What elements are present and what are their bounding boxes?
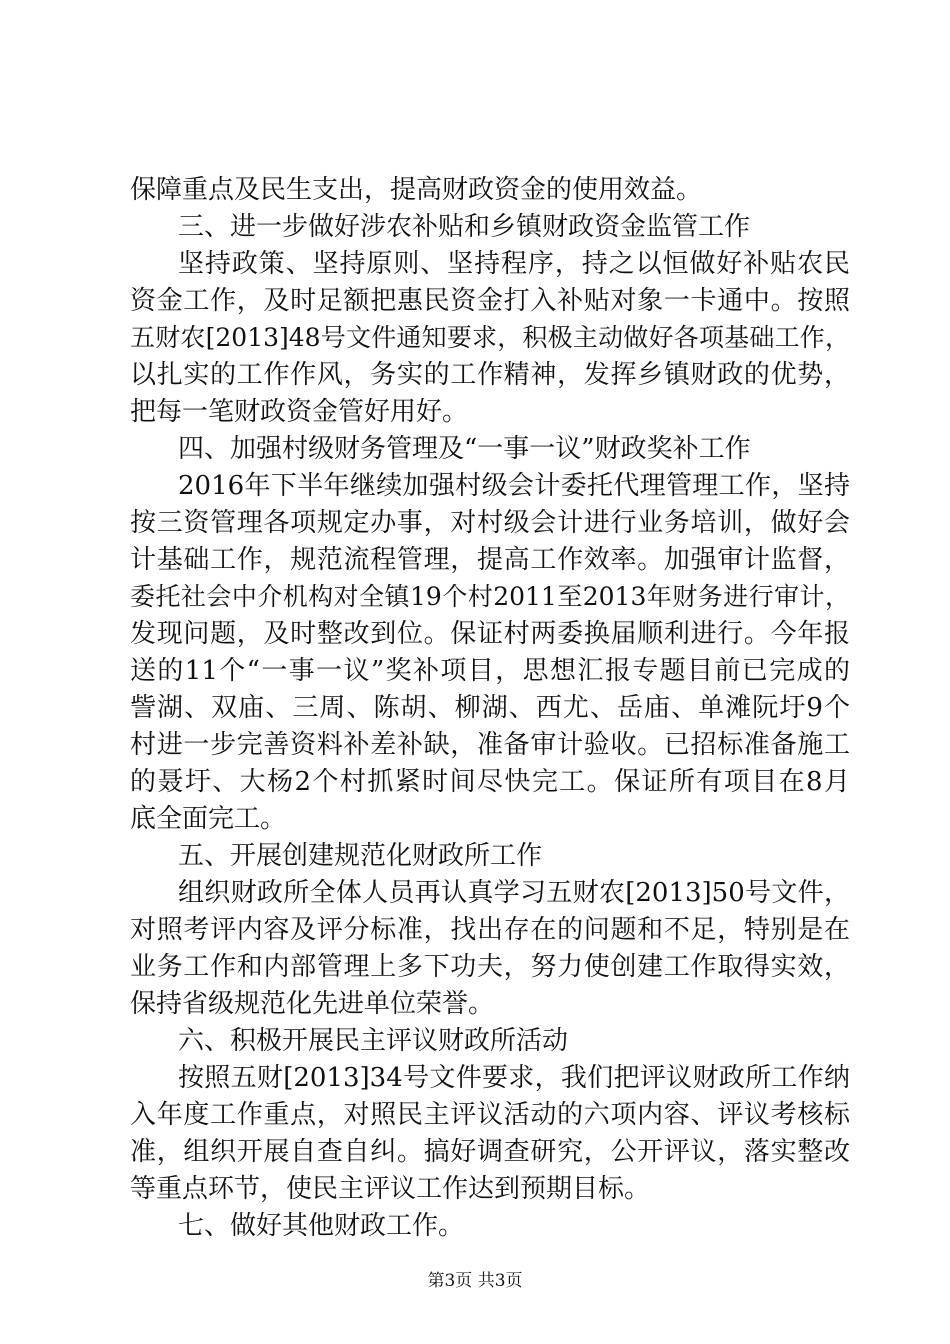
paragraph-line: 等重点环节，使民主评议工作达到预期目标。 — [130, 1174, 651, 1204]
paragraph-line: 按三资管理各项规定办事，对村级会计进行业务培训，做好会 — [130, 508, 850, 538]
paragraph-line: 保持省级规范化先进单位荣誉。 — [130, 989, 495, 1019]
paragraph-line: 送的11个“一事一议”奖补项目，思想汇报专题目前已完成的 — [130, 656, 850, 686]
section-heading-7: 七、做好其他财政工作。 — [178, 1211, 465, 1241]
paragraph-line: 组织财政所全体人员再认真学习五财农[2013]50号文件， — [178, 878, 850, 908]
section-heading-6: 六、积极开展民主评议财政所活动 — [178, 1026, 569, 1056]
paragraph-line: 发现问题，及时整改到位。保证村两委换届顺利进行。今年报 — [130, 619, 850, 649]
paragraph-line: 准，组织开展自查自纠。搞好调查研究，公开评议，落实整改 — [130, 1137, 850, 1167]
paragraph-line: 訾湖、双庙、三周、陈胡、柳湖、西尤、岳庙、单滩阮圩9个 — [130, 693, 850, 723]
section-heading-3: 三、进一步做好涉农补贴和乡镇财政资金监管工作 — [178, 212, 751, 242]
paragraph-line: 把每一笔财政资金管好用好。 — [130, 397, 469, 427]
paragraph-line: 底全面完工。 — [130, 804, 287, 834]
paragraph-line: 以扎实的工作作风，务实的工作精神，发挥乡镇财政的优势， — [130, 360, 850, 390]
paragraph-line: 业务工作和内部管理上多下功夫，努力使创建工作取得实效， — [130, 952, 850, 982]
paragraph-line: 按照五财[2013]34号文件要求，我们把评议财政所工作纳 — [178, 1063, 850, 1093]
paragraph-line: 计基础工作，规范流程管理，提高工作效率。加强审计监督， — [130, 545, 850, 575]
section-heading-5: 五、开展创建规范化财政所工作 — [178, 841, 543, 871]
paragraph-line: 对照考评内容及评分标准，找出存在的问题和不足，特别是在 — [130, 915, 850, 945]
section-heading-4: 四、加强村级财务管理及“一事一议”财政奖补工作 — [178, 434, 751, 464]
paragraph-line: 坚持政策、坚持原则、坚持程序，持之以恒做好补贴农民 — [178, 249, 850, 279]
paragraph-line: 保障重点及民生支出，提高财政资金的使用效益。 — [130, 175, 703, 205]
page-number-footer: 第3页 共3页 — [427, 1271, 523, 1291]
paragraph-line: 的聂圩、大杨2个村抓紧时间尽快完工。保证所有项目在8月 — [130, 767, 850, 797]
paragraph-line: 入年度工作重点，对照民主评议活动的六项内容、评议考核标 — [130, 1100, 850, 1130]
paragraph-line: 村进一步完善资料补差补缺，准备审计验收。已招标准备施工 — [130, 730, 850, 760]
paragraph-line: 2016年下半年继续加强村级会计委托代理管理工作，坚持 — [178, 471, 850, 501]
paragraph-line: 委托社会中介机构对全镇19个村2011至2013年财务进行审计， — [130, 582, 850, 611]
paragraph-line: 五财农[2013]48号文件通知要求，积极主动做好各项基础工作， — [130, 323, 850, 352]
paragraph-line: 资金工作，及时足额把惠民资金打入补贴对象一卡通中。按照 — [130, 286, 850, 316]
